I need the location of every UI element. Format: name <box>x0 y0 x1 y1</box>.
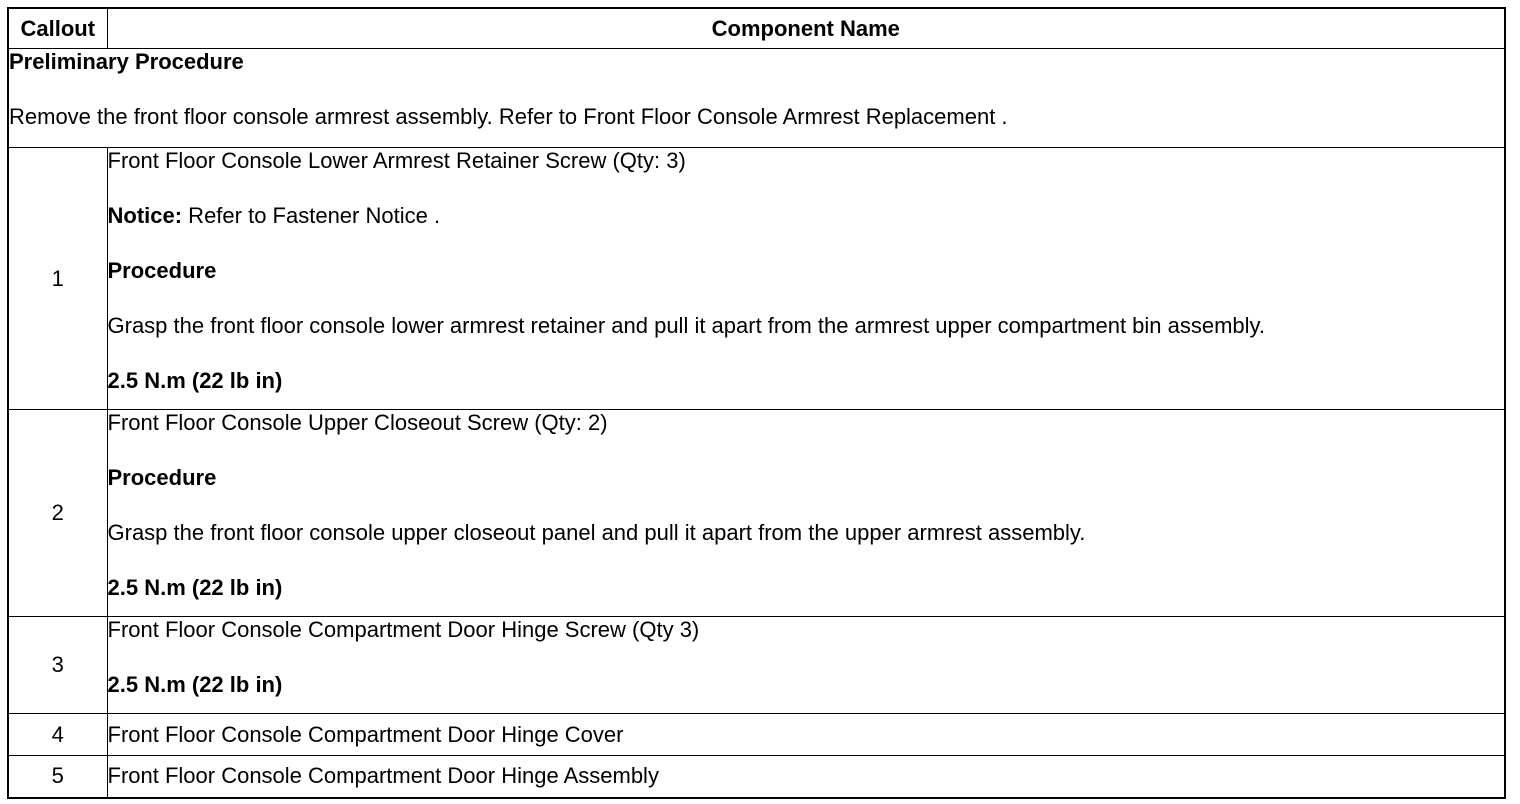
procedure-table <box>7 7 1506 799</box>
callout-number: 5 <box>8 756 107 798</box>
torque-value: 2.5 N.m (22 lb in) <box>107 368 283 393</box>
table-row <box>8 756 1505 798</box>
header-component-name: Component Name <box>107 8 1505 49</box>
component-cell <box>107 714 1505 756</box>
component-name: Front Floor Console Lower Armrest Retainer Screw (Qty: 3) <box>107 148 686 173</box>
preliminary-text: Remove the front floor console armrest assembly. Refer to Front Floor Console Armrest Replacement . <box>9 104 1008 129</box>
callout-number: 2 <box>8 410 107 617</box>
component-cell <box>107 617 1505 714</box>
procedure-text: Grasp the front floor console lower armrest retainer and pull it apart from the armrest upper compartment bin assembly. <box>107 313 1266 338</box>
component-name: Front Floor Console Upper Closeout Screw (Qty: 2) <box>107 410 608 435</box>
table-row <box>8 148 1505 410</box>
table-row <box>8 410 1505 617</box>
preliminary-title: Preliminary Procedure <box>9 49 244 74</box>
component-name: Front Floor Console Compartment Door Hinge Assembly <box>107 763 659 789</box>
notice-label: Notice: <box>107 203 183 228</box>
table-row <box>8 617 1505 714</box>
component-cell <box>107 410 1505 617</box>
callout-number: 4 <box>8 714 107 756</box>
procedure-label: Procedure <box>107 258 217 283</box>
header-row <box>8 8 1505 49</box>
preliminary-row <box>8 49 1505 148</box>
procedure-label: Procedure <box>107 465 217 490</box>
notice-text: Refer to Fastener Notice . <box>182 203 441 228</box>
callout-number: 3 <box>8 617 107 714</box>
component-cell <box>107 148 1505 410</box>
component-cell <box>107 756 1505 798</box>
notice-line <box>108 203 1505 229</box>
header-callout: Callout <box>8 8 107 49</box>
table-row <box>8 714 1505 756</box>
callout-number: 1 <box>8 148 107 410</box>
procedure-text: Grasp the front floor console upper closeout panel and pull it apart from the upper armrest assembly. <box>107 520 1086 545</box>
component-name: Front Floor Console Compartment Door Hinge Screw (Qty 3) <box>107 617 700 642</box>
preliminary-cell <box>8 49 1505 148</box>
component-name: Front Floor Console Compartment Door Hinge Cover <box>107 721 624 747</box>
torque-value: 2.5 N.m (22 lb in) <box>107 672 283 697</box>
torque-value: 2.5 N.m (22 lb in) <box>107 575 283 600</box>
